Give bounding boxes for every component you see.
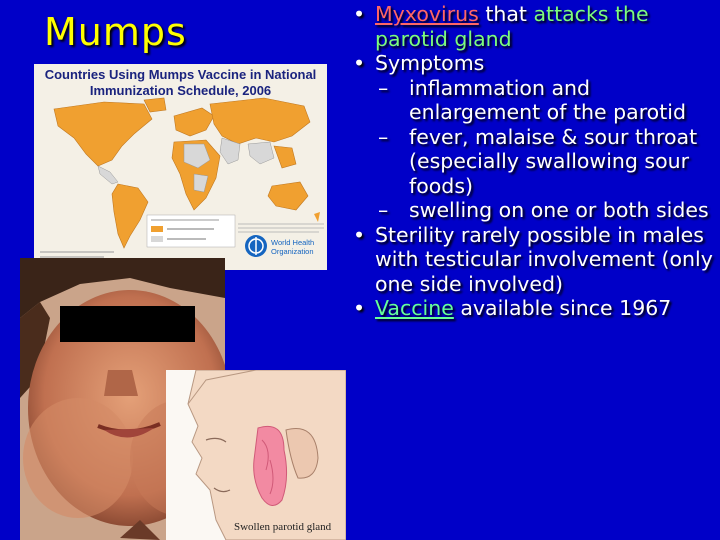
bullet-sterility: • Sterility rarely possible in males with testicular involvement (only one side involved): [353, 222, 713, 296]
term-myxovirus: Myxovirus: [375, 2, 479, 26]
eye-censor-bar: [60, 306, 195, 342]
illustration-caption: Swollen parotid gland: [234, 521, 332, 533]
map-title: Countries Using Mumps Vaccine in National Immunization Schedule, 2006: [44, 67, 317, 98]
who-logo-text: World Health Organization: [271, 238, 315, 256]
bullet-list: [336, 2, 720, 321]
bullet-myxovirus: • Myxovirus that attacks the parotid gland: [353, 2, 649, 51]
vaccine-world-map: [34, 64, 327, 270]
sub-bullet-fever: – fever, malaise & sour throat (especially swallowing sour foods): [378, 124, 698, 198]
sub-bullet-swelling: – swelling on one or both sides: [378, 198, 709, 222]
slide-title: Mumps: [44, 10, 187, 54]
parotid-illustration: [166, 370, 346, 540]
sub-bullet-inflammation: – inflammation and enlargement of the parotid: [378, 75, 686, 124]
bullet-vaccine: • Vaccine available since 1967: [353, 296, 672, 320]
term-vaccine: Vaccine: [375, 296, 454, 320]
bullet-symptoms: • Symptoms: [353, 51, 485, 75]
bullet-glyph: •: [353, 2, 366, 26]
